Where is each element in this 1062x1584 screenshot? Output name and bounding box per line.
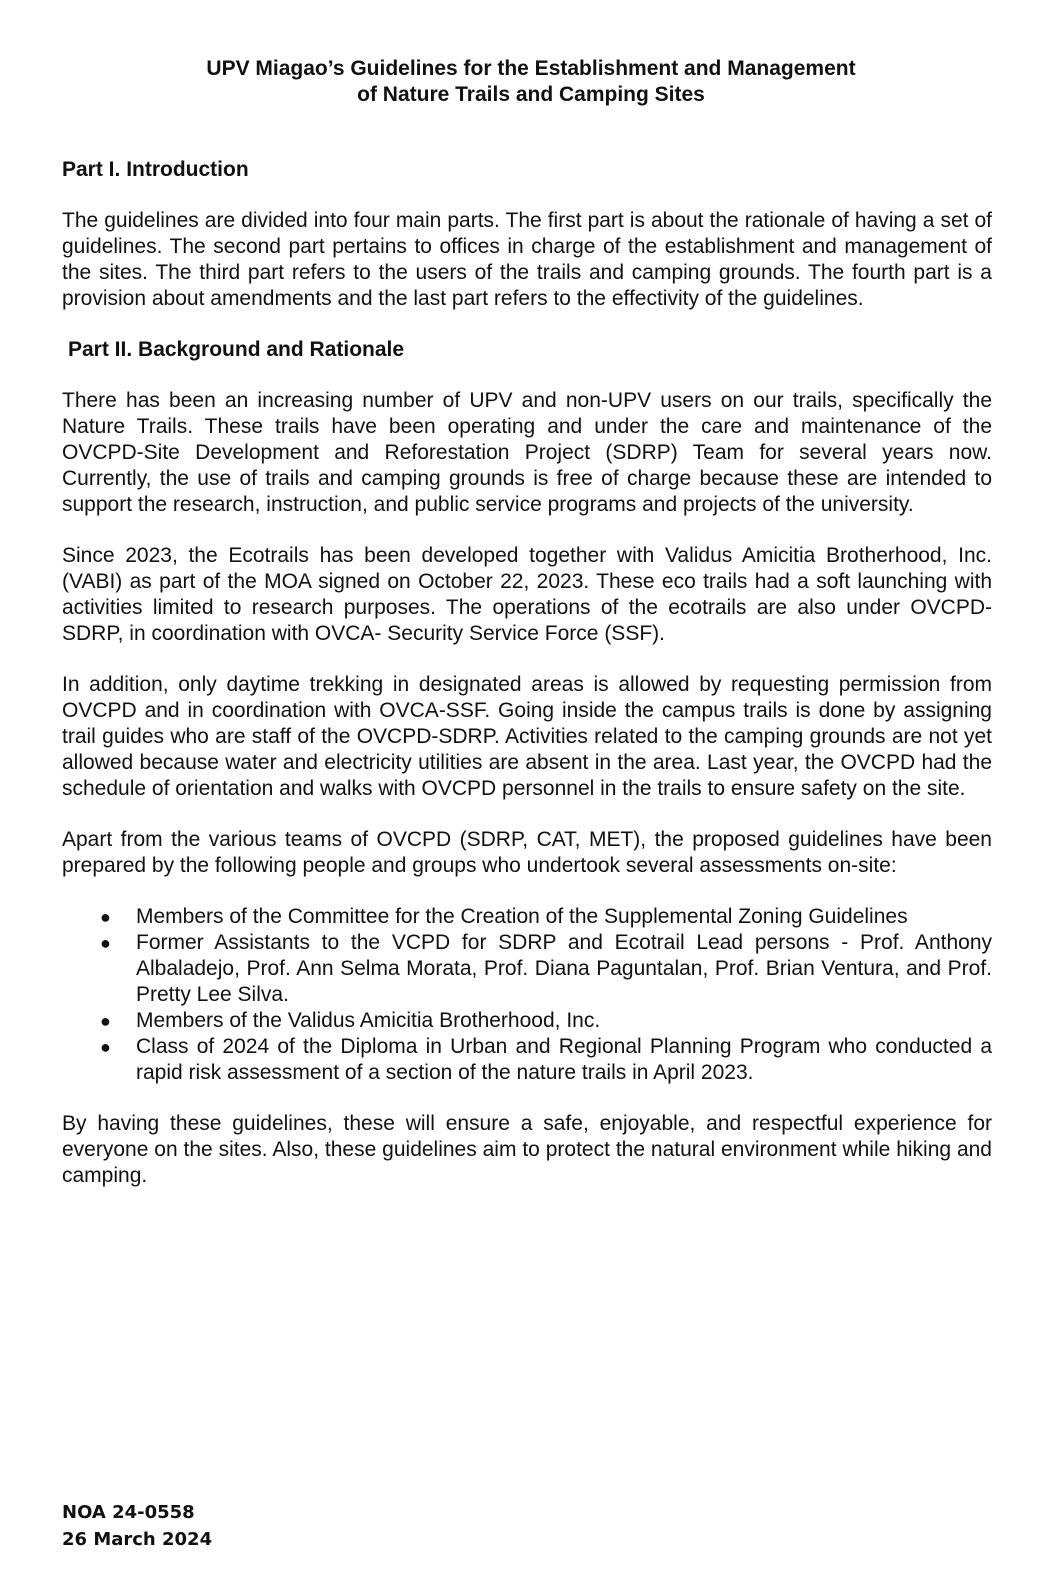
document-body [62, 157, 992, 1189]
list-item [62, 930, 992, 1008]
list-item-text: Class of 2024 of the Diploma in Urban and Regional Planning Program who conducted a rapid risk assessment of a section of the nature trails in April 2023. [136, 1035, 992, 1084]
bullet-icon: ● [100, 1011, 111, 1031]
contributors-list [62, 904, 992, 1086]
list-item-text: Former Assistants to the VCPD for SDRP and Ecotrail Lead persons - Prof. Anthony Albaladejo, Prof. Ann Selma Morata, Prof. Diana Paguntalan, Prof. Brian Ventura, and Prof. Pretty Lee Silva. [136, 931, 992, 1006]
document-footer [62, 1499, 212, 1553]
part2-paragraph-3: In addition, only daytime trekking in designated areas is allowed by requesting permission from OVCPD and in coordination with OVCA-SSF. Going inside the campus trails is done by assigning trail guides who are staff of the OVCPD-SDRP. Activities related to the camping grounds are not yet allowed because water and electricity utilities are absent in the area. Last year, the OVCPD had the schedule of orientation and walks with OVCPD personnel in the trails to ensure safety on the site. [62, 673, 992, 800]
list-item [62, 904, 992, 930]
document-date: 26 March 2024 [62, 1529, 213, 1550]
title-line-1: UPV Miagao’s Guidelines for the Establishment and Management [206, 57, 856, 80]
part1-paragraph: The guidelines are divided into four main parts. The first part is about the rationale of having a set of guidelines. The second part pertains to offices in charge of the establishment and management of the sites. The third part refers to the users of the trails and camping grounds. The fourth part is a provision about amendments and the last part refers to the effectivity of the guidelines. [62, 209, 992, 310]
bullet-icon: ● [100, 907, 111, 927]
bullet-icon: ● [100, 933, 111, 953]
part2-paragraph-2: Since 2023, the Ecotrails has been developed together with Validus Amicitia Brotherhood, Inc. (VABI) as part of the MOA signed on October 22, 2023. These eco trails had a soft launching with activities limited to research purposes. The operations of the ecotrails are also under OVCPD-SDRP, in coordination with OVCA- Security Service Force (SSF). [62, 544, 992, 645]
noa-number: NOA 24-0558 [62, 1502, 195, 1523]
part2-paragraph-4: Apart from the various teams of OVCPD (SDRP, CAT, MET), the proposed guidelines have been prepared by the following people and groups who undertook several assessments on-site: [62, 828, 992, 877]
list-item-text: Members of the Committee for the Creation of the Supplemental Zoning Guidelines [136, 905, 908, 928]
closing-paragraph: By having these guidelines, these will ensure a safe, enjoyable, and respectful experience for everyone on the sites. Also, these guidelines aim to protect the natural environment while hiking and camping. [62, 1112, 992, 1187]
list-item [62, 1008, 992, 1034]
part1-heading: Part I. Introduction [62, 158, 249, 181]
bullet-icon: ● [100, 1037, 111, 1057]
document-title [0, 56, 1062, 108]
list-item [62, 1034, 992, 1086]
part2-paragraph-1: There has been an increasing number of UPV and non-UPV users on our trails, specifically the Nature Trails. These trails have been operating and under the care and maintenance of the OVCPD-Site Development and Reforestation Project (SDRP) Team for several years now. Currently, the use of trails and camping grounds is free of charge because these are intended to support the research, instruction, and public service programs and projects of the university. [62, 389, 992, 516]
list-item-text: Members of the Validus Amicitia Brotherhood, Inc. [136, 1009, 601, 1032]
title-line-2: of Nature Trails and Camping Sites [357, 83, 705, 106]
part2-heading: Part II. Background and Rationale [68, 338, 405, 361]
